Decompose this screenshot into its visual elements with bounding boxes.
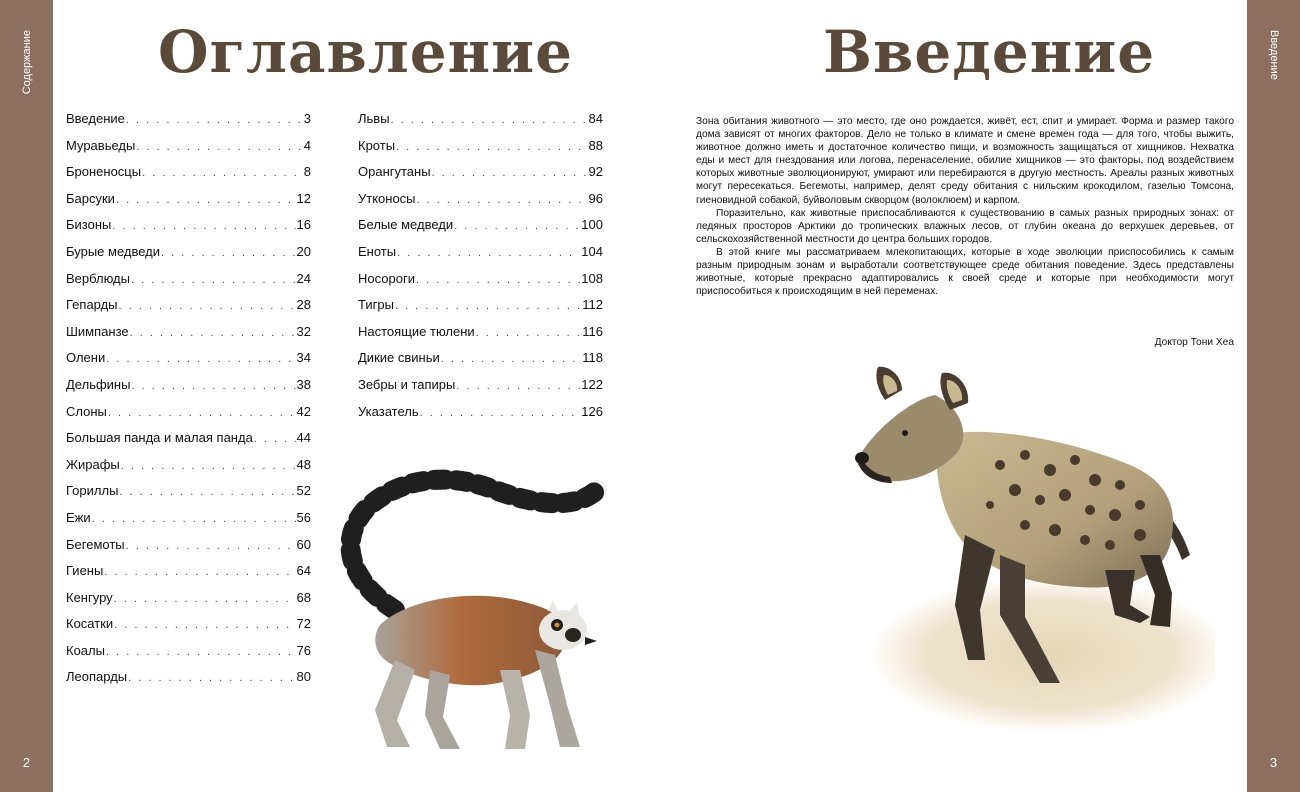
toc-leader-dots	[456, 380, 580, 392]
toc-leader-dots	[395, 300, 581, 312]
toc-entry-title: Гориллы	[66, 483, 119, 499]
lemur-illustration	[335, 465, 610, 755]
toc-entry[interactable]	[66, 164, 311, 191]
toc-leader-dots	[142, 167, 303, 179]
toc-entry-page: 68	[296, 589, 311, 605]
toc-leader-dots	[126, 540, 296, 552]
toc-leader-dots	[126, 114, 303, 126]
toc-entry-title: Муравьеды	[66, 137, 136, 153]
toc-entry-title: Настоящие тюлени	[358, 323, 475, 339]
toc-entry-page: 88	[588, 137, 603, 153]
toc-entry[interactable]	[358, 377, 603, 404]
right-side-label: Введение	[1268, 30, 1280, 80]
toc-entry[interactable]	[66, 191, 311, 218]
toc-entry-title: Слоны	[66, 403, 107, 419]
toc-entry[interactable]	[66, 324, 311, 351]
toc-entry-page: 60	[296, 536, 311, 552]
lemur-tail	[351, 480, 597, 610]
toc-entry[interactable]	[66, 244, 311, 271]
toc-entry[interactable]	[66, 483, 311, 510]
toc-entry-title: Кенгуру	[66, 589, 113, 605]
toc-leader-dots	[114, 593, 296, 605]
toc-leader-dots	[131, 380, 295, 392]
toc-entry[interactable]	[66, 537, 311, 564]
toc-leader-dots	[454, 220, 580, 232]
toc-column-2	[358, 111, 603, 430]
toc-leader-dots	[92, 513, 296, 525]
toc-entry-page: 12	[296, 190, 311, 206]
toc-entry-page: 72	[296, 616, 311, 632]
toc-leader-dots	[136, 141, 302, 153]
toc-entry[interactable]	[66, 297, 311, 324]
toc-entry-page: 3	[303, 111, 311, 126]
toc-entry-title: Броненосцы	[66, 164, 142, 180]
toc-entry-title: Зебры и тапиры	[358, 376, 456, 392]
toc-entry-page: 52	[296, 483, 311, 499]
toc-entry[interactable]	[66, 404, 311, 431]
toc-entry[interactable]	[66, 217, 311, 244]
toc-entry-page: 126	[581, 403, 603, 419]
toc-leader-dots	[119, 486, 295, 498]
toc-entry-title: Гиены	[66, 563, 104, 579]
toc-entry-page: 34	[296, 350, 311, 366]
toc-entry[interactable]	[66, 563, 311, 590]
toc-leader-dots	[116, 194, 296, 206]
toc-entry-page: 8	[303, 164, 311, 180]
toc-entry-title: Дельфины	[66, 376, 131, 392]
toc-leader-dots	[432, 167, 588, 179]
toc-entry-title: Шимпанзе	[66, 323, 129, 339]
toc-entry[interactable]	[358, 324, 603, 351]
left-side-strip	[0, 0, 53, 792]
toc-leader-dots	[114, 619, 295, 631]
toc-entry-page: 4	[303, 137, 311, 153]
toc-leader-dots	[441, 353, 582, 365]
toc-leader-dots	[108, 407, 296, 419]
toc-entry[interactable]	[66, 643, 311, 670]
toc-entry-page: 118	[582, 350, 603, 366]
toc-leader-dots	[396, 141, 587, 153]
toc-entry[interactable]	[358, 350, 603, 377]
toc-leader-dots	[420, 407, 581, 419]
toc-entry-page: 104	[581, 243, 603, 259]
toc-leader-dots	[121, 460, 296, 472]
toc-leader-dots	[391, 114, 588, 126]
toc-entry-title: Гепарды	[66, 297, 118, 313]
intro-heading: Введение	[823, 18, 1156, 86]
toc-leader-dots	[131, 274, 296, 286]
toc-entry[interactable]	[66, 350, 311, 377]
toc-entry-page: 112	[582, 297, 603, 313]
toc-entry-title: Орангутаны	[358, 164, 431, 180]
toc-leader-dots	[416, 274, 580, 286]
toc-entry-title: Жирафы	[66, 456, 120, 472]
toc-entry[interactable]	[358, 164, 603, 191]
toc-entry[interactable]	[358, 138, 603, 165]
toc-entry-title: Утконосы	[358, 190, 416, 206]
toc-entry-title: Носороги	[358, 270, 415, 286]
toc-entry-title: Большая панда и малая панда	[66, 430, 253, 446]
toc-entry-page: 48	[296, 456, 311, 472]
toc-entry-title: Дикие свиньи	[358, 350, 440, 366]
toc-entry[interactable]	[66, 138, 311, 165]
toc-entry-page: 16	[296, 217, 311, 233]
toc-entry-page: 44	[296, 430, 311, 446]
toc-entry-page: 32	[296, 323, 311, 339]
toc-heading: Оглавление	[158, 18, 574, 86]
toc-leader-dots	[417, 194, 588, 206]
toc-entry-page: 96	[588, 190, 603, 206]
author-signature: Доктор Тони Хеа	[1154, 337, 1234, 348]
left-side-label: Содержание	[21, 30, 33, 95]
toc-leader-dots	[254, 433, 296, 445]
toc-entry-title: Коалы	[66, 642, 105, 658]
toc-leader-dots	[476, 327, 582, 339]
toc-leader-dots	[106, 646, 296, 658]
toc-entry-title: Тигры	[358, 297, 394, 313]
toc-entry-page: 38	[296, 376, 311, 392]
intro-paragraph-3: В этой книге мы рассматриваем млекопитающих, которые в ходе эволюции приспособились к самым разным природным зонам и выработали соответствующее среде обитания поведение. Здесь представлены животные, которые прекрасно адаптировались к своей среде и которые при необходимости могут приспособиться к происходящим в ней переменах.	[696, 246, 1234, 298]
toc-leader-dots	[128, 672, 295, 684]
left-page-number: 2	[22, 755, 31, 770]
toc-entry-page: 24	[296, 270, 311, 286]
hyena-illustration	[850, 355, 1215, 735]
toc-entry-title: Косатки	[66, 616, 114, 632]
toc-entry-page: 80	[296, 669, 311, 685]
toc-entry[interactable]	[66, 111, 311, 138]
toc-entry-title: Кроты	[358, 137, 396, 153]
toc-entry-title: Ежи	[66, 509, 91, 525]
toc-entry[interactable]	[358, 271, 603, 298]
intro-paragraph-2: Поразительно, как животные приспосабливаются к существованию в самых разных природных зонах: от ледяных просторов Арктики до тропических влажных лесов, от глубин океана до верхушек деревьев, от сельскохозяйственной местности до центра больших городов.	[696, 207, 1234, 245]
toc-entry-page: 56	[296, 509, 311, 525]
toc-entry[interactable]	[66, 510, 311, 537]
toc-entry-title: Указатель	[358, 403, 419, 419]
toc-entry-title: Бурые медведи	[66, 243, 161, 259]
toc-leader-dots	[397, 247, 580, 259]
toc-entry[interactable]	[358, 191, 603, 218]
toc-entry-page: 100	[581, 217, 603, 233]
toc-entry-title: Олени	[66, 350, 106, 366]
toc-entry[interactable]	[358, 111, 603, 138]
toc-entry[interactable]	[358, 297, 603, 324]
intro-text	[696, 115, 1234, 298]
toc-entry-page: 20	[296, 243, 311, 259]
toc-entry[interactable]	[358, 244, 603, 271]
toc-leader-dots	[104, 566, 295, 578]
toc-entry-page: 42	[296, 403, 311, 419]
toc-entry[interactable]	[66, 457, 311, 484]
toc-leader-dots	[119, 300, 296, 312]
toc-entry-page: 92	[588, 164, 603, 180]
toc-entry[interactable]	[66, 669, 311, 696]
toc-entry[interactable]	[66, 590, 311, 617]
toc-entry-title: Бизоны	[66, 217, 112, 233]
toc-entry-page: 122	[581, 376, 603, 392]
toc-entry-title: Введение	[66, 111, 125, 126]
toc-entry[interactable]	[66, 377, 311, 404]
toc-leader-dots	[161, 247, 295, 259]
toc-entry-page: 108	[581, 270, 603, 286]
toc-entry-title: Барсуки	[66, 190, 115, 206]
toc-entry[interactable]	[66, 430, 311, 457]
toc-entry[interactable]	[358, 404, 603, 431]
toc-leader-dots	[112, 220, 295, 232]
toc-entry[interactable]	[66, 271, 311, 298]
toc-entry-title: Еноты	[358, 243, 397, 259]
toc-entry-title: Леопарды	[66, 669, 128, 685]
right-side-strip	[1247, 0, 1300, 792]
toc-entry[interactable]	[358, 217, 603, 244]
toc-entry-title: Верблюды	[66, 270, 130, 286]
toc-column-1	[66, 111, 311, 696]
toc-leader-dots	[106, 353, 295, 365]
toc-entry-page: 28	[296, 297, 311, 313]
toc-entry-page: 76	[296, 642, 311, 658]
toc-entry-title: Львы	[358, 111, 390, 126]
toc-entry[interactable]	[66, 616, 311, 643]
toc-leader-dots	[130, 327, 296, 339]
toc-entry-page: 116	[582, 323, 603, 339]
intro-paragraph-1: Зона обитания животного — это место, где оно рождается, живёт, ест, спит и умирает. Форма и размер такого дома зависят от многих факторов. Дело не только в климате и смене времен года — для того, чтобы выжить, животное должно иметь и достаточное количество пищи, и возможность защищаться от хищников. Нехватка еды и мест для гнездования или логова, перенаселение, обилие хищников — это факторы, под воздействием которых животные эволюционируют, умирают или перебираются в другую местность. Ареалы разных животных могут пересекаться. Бегемоты, например, делят среду обитания с нильским крокодилом, газелью Томсона, гиеновидной собакой, буйволовым скворцом (волоклюем) и карпом.	[696, 116, 1234, 206]
toc-entry-title: Белые медведи	[358, 217, 454, 233]
toc-entry-page: 84	[588, 111, 603, 126]
toc-entry-title: Бегемоты	[66, 536, 125, 552]
right-page-number: 3	[1269, 755, 1278, 770]
toc-entry-page: 64	[296, 563, 311, 579]
